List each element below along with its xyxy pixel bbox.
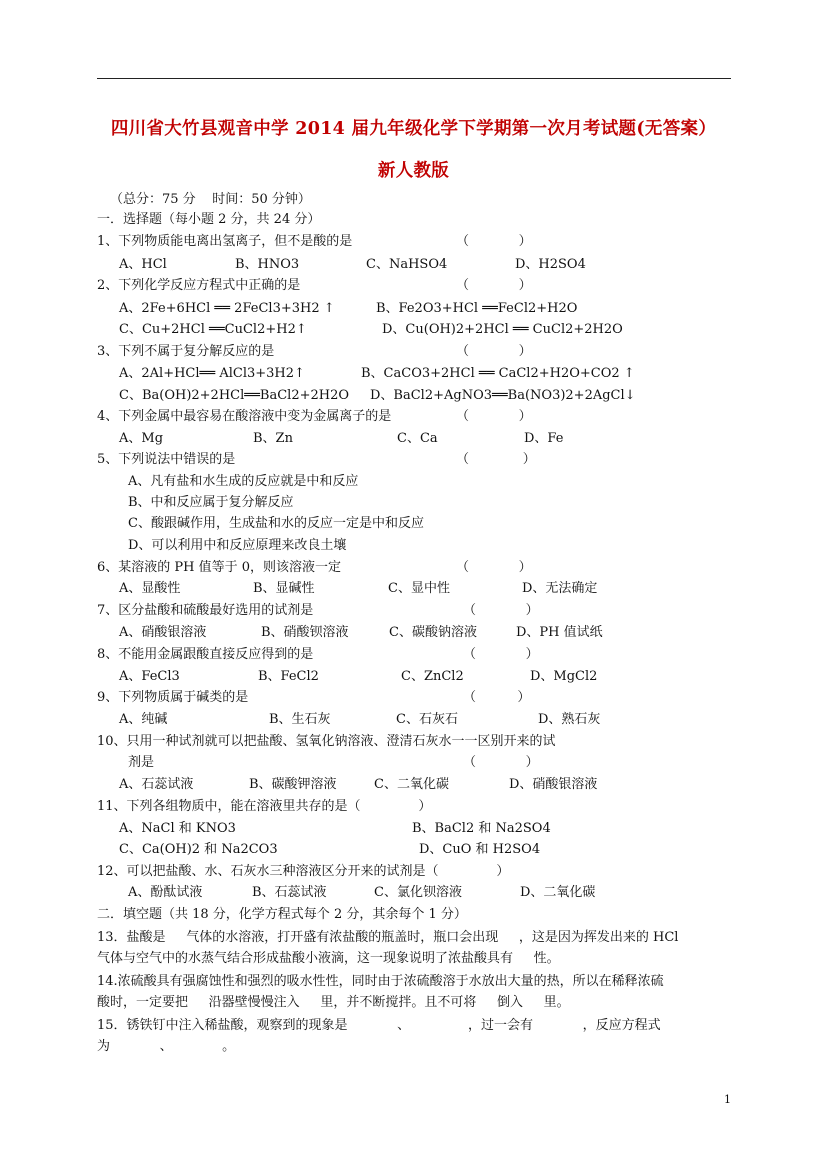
answer-paren: （ ） <box>456 344 532 359</box>
answer-paren: （ ） <box>456 278 532 293</box>
option: B、HNO3 <box>235 257 300 272</box>
exam-title: 四川省大竹县观音中学 2014 届九年级化学下学期第一次月考试题(无答案） <box>110 119 717 139</box>
question-15-line1: 15．锈铁钉中注入稀盐酸，观察到的现象是 、 ，过一会有 ，反应方程式 <box>97 1018 661 1033</box>
exam-subtitle: 新人教版 <box>377 161 450 181</box>
option: D、H2SO4 <box>515 257 586 272</box>
option: C、碳酸钠溶液 <box>389 625 477 640</box>
question-stem: 11、下列各组物质中，能在溶液里共存的是（ ） <box>97 799 432 814</box>
option: C、Ca <box>397 431 438 446</box>
option: B、石蕊试液 <box>252 885 327 900</box>
option: A、2Fe+6HCl ══ 2FeCl3+3H2 ↑ <box>119 301 335 316</box>
question-15-line2: 为 、 。 <box>97 1039 236 1054</box>
option: D、二氧化碳 <box>520 885 596 900</box>
option: B、碳酸钾溶液 <box>249 777 337 792</box>
answer-paren: （ ） <box>456 452 536 467</box>
option: C、氯化钡溶液 <box>374 885 462 900</box>
option: D、可以利用中和反应原理来改良土壤 <box>128 538 347 553</box>
option: B、CaCO3+2HCl ══ CaCl2+H2O+CO2 ↑ <box>361 366 635 381</box>
option: C、NaHSO4 <box>366 257 448 272</box>
option: D、Cu(OH)2+2HCl ══ CuCl2+2H2O <box>382 322 623 337</box>
question-stem: 9、下列物质属于碱类的是 <box>97 690 249 705</box>
option: D、无法确定 <box>522 581 598 596</box>
question-stem: 1、下列物质能电离出氢离子，但不是酸的是 <box>97 234 353 249</box>
answer-paren: （ ） <box>456 234 532 249</box>
question-stem: 5、下列说法中错误的是 <box>97 452 236 467</box>
question-stem: 6、某溶液的 PH 值等于 0，则该溶液一定 <box>97 560 342 575</box>
option: D、CuO 和 H2SO4 <box>419 842 541 857</box>
header-rule <box>97 78 731 79</box>
question-13-line2: 气体与空气中的水蒸气结合形成盐酸小液滴，这一现象说明了浓盐酸具有 性。 <box>97 951 560 966</box>
question-13-line1: 13．盐酸是 气体的水溶液，打开盛有浓盐酸的瓶盖时，瓶口会出现 ，这是因为挥发出来的 HCl <box>97 930 679 945</box>
option: A、凡有盐和水生成的反应就是中和反应 <box>128 474 359 489</box>
question-14-line2: 酸时，一定要把 沿器壁慢慢注入 里，并不断搅拌。且不可将 倒入 里。 <box>97 995 570 1010</box>
option: D、PH 值试纸 <box>516 625 603 640</box>
option: A、硝酸银溶液 <box>119 625 207 640</box>
option: D、熟石灰 <box>538 712 601 727</box>
question-14-line1: 14.浓硫酸具有强腐蚀性和强烈的吸水性性，同时由于浓硫酸溶于水放出大量的热，所以在稀释浓硫 <box>97 974 664 989</box>
question-stem: 12、可以把盐酸、水、石灰水三种溶液区分开来的试剂是（ ） <box>97 864 510 879</box>
question-stem: 2、下列化学反应方程式中正确的是 <box>97 278 301 293</box>
option: C、二氧化碳 <box>374 777 449 792</box>
option: A、FeCl3 <box>119 669 180 684</box>
option: C、Ca(OH)2 和 Na2CO3 <box>119 842 278 857</box>
section2-heading: 二．填空题（共 18 分，化学方程式每个 2 分，其余每个 1 分） <box>97 907 467 922</box>
question-stem: 10、只用一种试剂就可以把盐酸、氢氧化钠溶液、澄清石灰水一一区别开来的试 <box>97 734 556 749</box>
question-stem: 3、下列不属于复分解反应的是 <box>97 344 275 359</box>
option: A、酚酞试液 <box>128 885 203 900</box>
option: A、NaCl 和 KNO3 <box>119 821 236 836</box>
option: D、硝酸银溶液 <box>509 777 598 792</box>
answer-paren: （ ） <box>463 647 539 662</box>
question-stem: 7、区分盐酸和硫酸最好选用的试剂是 <box>97 603 314 618</box>
answer-paren: （ ） <box>463 755 539 770</box>
option: B、Fe2O3+HCl ══FeCl2+H2O <box>376 301 578 316</box>
answer-paren: （ ） <box>456 409 532 424</box>
section1-heading: 一．选择题（每小题 2 分，共 24 分） <box>97 212 321 227</box>
answer-paren: （ ） <box>463 690 531 705</box>
answer-paren: （ ） <box>463 603 539 618</box>
option: B、硝酸钡溶液 <box>261 625 349 640</box>
option: D、BaCl2+AgNO3══Ba(NO3)2+2AgCl↓ <box>370 388 636 403</box>
option: A、显酸性 <box>119 581 181 596</box>
option: A、石蕊试液 <box>119 777 194 792</box>
option: A、HCl <box>119 257 167 272</box>
option: A、2Al+HCl══ AlCl3+3H2↑ <box>119 366 305 381</box>
option: D、MgCl2 <box>530 669 598 684</box>
option: A、Mg <box>119 431 164 446</box>
option: A、纯碱 <box>119 712 168 727</box>
exam-info: （总分：75 分 时间：50 分钟） <box>110 192 311 207</box>
option: C、Ba(OH)2+2HCl══BaCl2+2H2O <box>119 388 350 403</box>
option: C、显中性 <box>388 581 450 596</box>
question-stem-continued: 剂是 <box>128 755 155 770</box>
option: B、中和反应属于复分解反应 <box>128 495 294 510</box>
option: B、BaCl2 和 Na2SO4 <box>412 821 551 836</box>
answer-paren: （ ） <box>456 560 532 575</box>
question-stem: 8、不能用金属跟酸直接反应得到的是 <box>97 647 314 662</box>
option: B、FeCl2 <box>258 669 319 684</box>
option: B、生石灰 <box>269 712 331 727</box>
option: B、显碱性 <box>253 581 315 596</box>
option: D、Fe <box>524 431 564 446</box>
option: B、Zn <box>253 431 293 446</box>
question-stem: 4、下列金属中最容易在酸溶液中变为金属离子的是 <box>97 409 392 424</box>
option: C、酸跟碱作用，生成盐和水的反应一定是中和反应 <box>128 516 424 531</box>
option: C、ZnCl2 <box>401 669 464 684</box>
option: C、Cu+2HCl ══CuCl2+H2↑ <box>119 322 307 337</box>
option: C、石灰石 <box>396 712 458 727</box>
page-number: 1 <box>724 1093 731 1106</box>
